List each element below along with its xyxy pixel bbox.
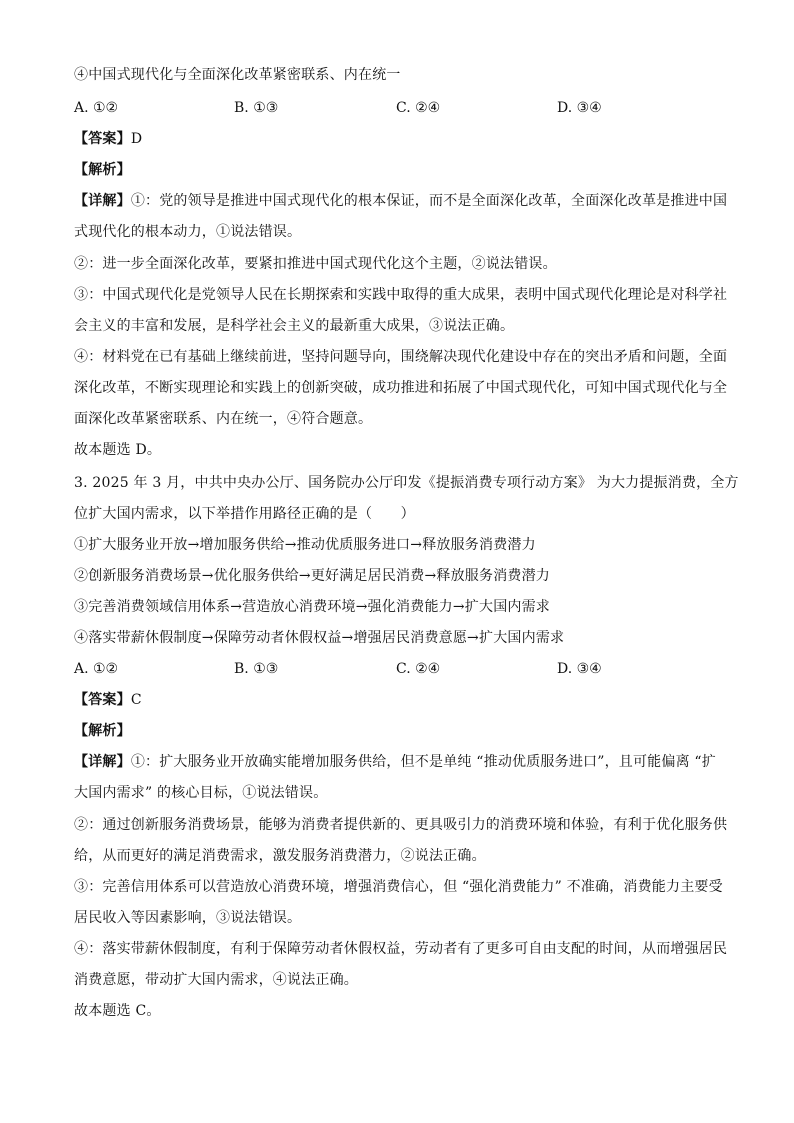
q2-option-d: D. ③④: [557, 100, 602, 116]
detail-label: 【详解】: [74, 754, 131, 770]
q2-detail-line-7: 深化改革，不断实现理论和实践上的创新突破，成功推进和拓展了中国式现代化，可知中国式现代化与全: [74, 380, 728, 396]
q3-item-3: ③完善消费领域信用体系→营造放心消费环境→强化消费能力→扩大国内需求: [74, 599, 550, 615]
q3-item-4: ④落实带薪休假制度→保障劳动者休假权益→增强居民消费意愿→扩大国内需求: [74, 630, 565, 646]
q3-detail-line-8: 消费意愿，带动扩大国内需求，④说法正确。: [74, 972, 358, 988]
q3-detail-line-3: ②：通过创新服务消费场景，能够为消费者提供新的、更具吸引力的消费环境和体验，有利于优化服务供: [74, 817, 728, 833]
q2-detail-line-4: ③：中国式现代化是党领导人民在长期探索和实践中取得的重大成果，表明中国式现代化理论是对科学社: [74, 287, 728, 303]
q2-conclusion: 故本题选 D。: [74, 442, 162, 458]
answer-value: C: [130, 692, 142, 708]
q2-detail-line-3: ②：进一步全面深化改革，要紧扣推进中国式现代化这个主题，②说法错误。: [74, 256, 557, 272]
q2-detail-line-6: ④：材料党在已有基础上继续前进，坚持问题导向，围绕解决现代化建设中存在的突出矛盾和问题，全面: [74, 349, 728, 365]
q3-option-d: D. ③④: [557, 661, 602, 677]
q3-options: [74, 660, 674, 678]
q2-item-4: ④中国式现代化与全面深化改革紧密联系、内在统一: [74, 67, 401, 83]
q3-detail-line-7: ④：落实带薪休假制度，有利于保障劳动者休假权益，劳动者有了更多可自由支配的时间，从而增强居民: [74, 941, 728, 957]
answer-label: 【答案】: [74, 131, 131, 147]
q2-option-b: B. ①③: [234, 100, 279, 116]
q2-analysis-label: 【解析】: [74, 162, 131, 178]
q2-detail-line-8: 面深化改革紧密联系、内在统一，④符合题意。: [74, 411, 373, 427]
q2-detail-line-2: 式现代化的根本动力，①说法错误。: [74, 224, 302, 240]
q3-analysis-label: 【解析】: [74, 723, 131, 739]
q2-detail-text-1: ①：党的领导是推进中国式现代化的根本保证，而不是全面深化改革，全面深化改革是推进中国: [130, 193, 728, 209]
q3-item-2: ②创新服务消费场景→优化服务供给→更好满足居民消费→释放服务消费潜力: [74, 568, 550, 584]
q2-answer: [74, 130, 142, 148]
q3-item-1: ①扩大服务业开放→增加服务供给→推动优质服务进口→释放服务消费潜力: [74, 537, 536, 553]
q3-detail-line-6: 居民收入等因素影响，③说法错误。: [74, 910, 302, 926]
answer-value: D: [130, 131, 143, 147]
q3-detail-line-2: 大国内需求” 的核心目标，①说法错误。: [74, 785, 328, 801]
q2-detail-line-5: 会主义的丰富和发展，是科学社会主义的最新重大成果，③说法正确。: [74, 318, 515, 334]
q3-conclusion: 故本题选 C。: [74, 1003, 161, 1019]
q2-option-a: A. ①②: [74, 100, 119, 116]
q3-detail-text-1: ①：扩大服务业开放确实能增加服务供给，但不是单纯 “推动优质服务进口”，且可能偏离 “扩: [130, 754, 716, 770]
q3-detail-line-1: [74, 753, 716, 771]
q2-option-c: C. ②④: [396, 100, 441, 116]
q3-answer: [74, 691, 142, 709]
q3-option-a: A. ①②: [74, 661, 119, 677]
q3-detail-line-5: ③：完善信用体系可以营造放心消费环境，增强消费信心，但 “强化消费能力” 不准确，消费能力主要受: [74, 879, 723, 895]
q2-detail-line-1: [74, 192, 727, 210]
q3-stem-line-1: 3. 2025 年 3 月，中共中央办公厅、国务院办公厅印发《提振消费专项行动方案》 为大力提振消费，全方: [74, 475, 739, 491]
q3-detail-line-4: 给，从而更好的满足消费需求，激发服务消费潜力，②说法正确。: [74, 848, 486, 864]
answer-label: 【答案】: [74, 692, 131, 708]
detail-label: 【详解】: [74, 193, 131, 209]
q2-options: [74, 99, 674, 117]
q3-option-c: C. ②④: [396, 661, 441, 677]
q3-option-b: B. ①③: [234, 661, 279, 677]
q3-stem-line-2: 位扩大国内需求，以下举措作用路径正确的是（ ）: [74, 506, 415, 522]
